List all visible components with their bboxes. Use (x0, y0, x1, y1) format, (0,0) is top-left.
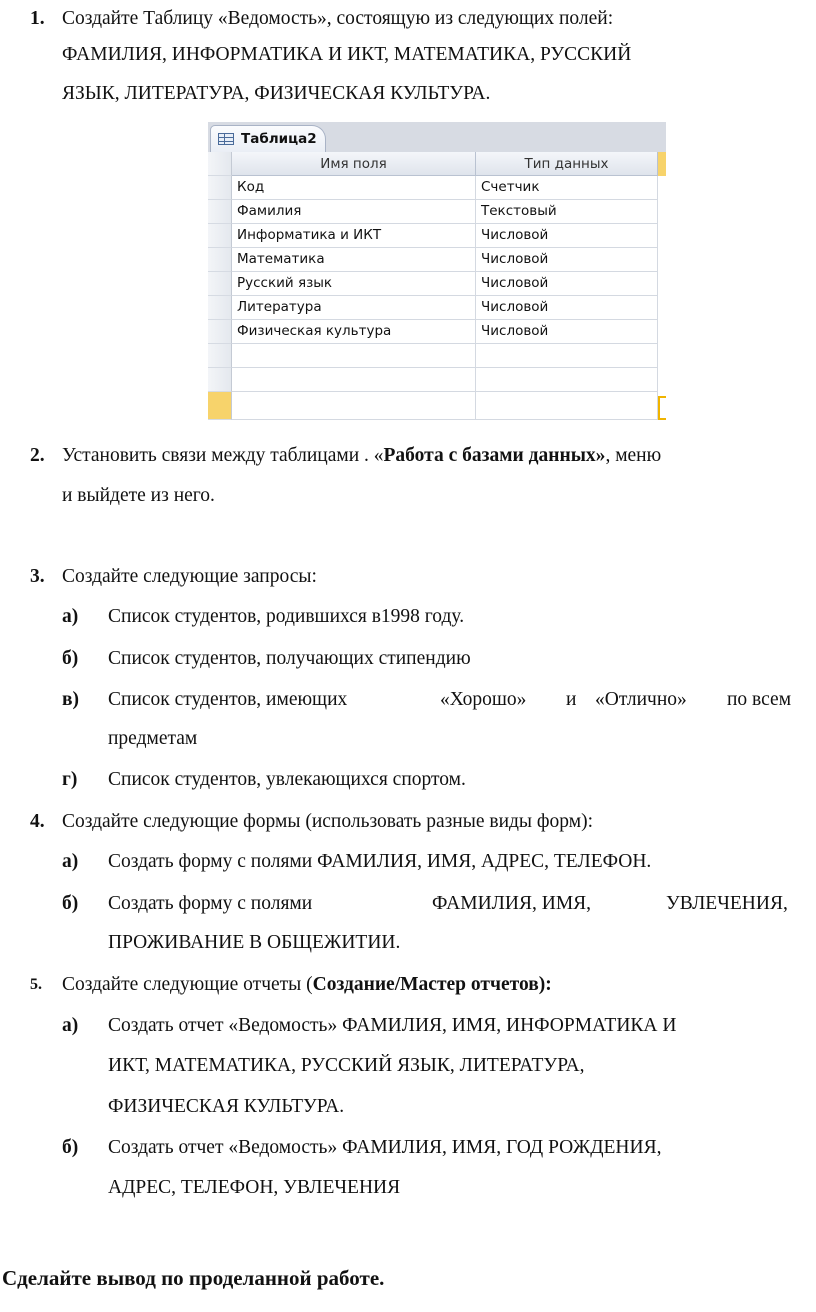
task-text: ЯЗЫК, ЛИТЕРАТУРА, ФИЗИЧЕСКАЯ КУЛЬТУРА. (62, 83, 491, 104)
row-selector[interactable] (208, 200, 232, 224)
menu-path-bold: Работа с базами данных» (383, 445, 606, 466)
task-title (62, 972, 552, 998)
item-text: по всем (727, 689, 792, 710)
row-selector[interactable] (208, 296, 232, 320)
row-selector[interactable] (208, 248, 232, 272)
row-selector[interactable] (208, 344, 232, 368)
tab-table2[interactable] (210, 125, 326, 152)
data-type-cell[interactable] (476, 392, 658, 420)
task-number: 5. (30, 976, 42, 993)
item-letter: а) (62, 606, 79, 627)
item-text: Создать форму с полями (108, 893, 313, 914)
item-text: ФИЗИЧЕСКАЯ КУЛЬТУРА. (108, 1096, 345, 1117)
task-number: 1. (30, 8, 45, 29)
item-text: Список студентов, имеющих (108, 689, 348, 710)
table-icon (218, 133, 234, 145)
task-text-part: ): (538, 974, 552, 995)
item-letter: б) (62, 648, 79, 669)
item-text: ИКТ, МАТЕМАТИКА, РУССКИЙ ЯЗЫК, ЛИТЕРАТУРА, (108, 1055, 585, 1076)
item-text: предметам (108, 728, 198, 749)
menu-path-bold: Создание/Мастер отчетов (312, 974, 539, 995)
field-name-cell[interactable] (232, 392, 476, 420)
item-letter: а) (62, 1015, 79, 1036)
task-number: 3. (30, 566, 45, 587)
data-type-cell[interactable]: Счетчик (476, 176, 658, 200)
field-name-cell[interactable]: Фамилия (232, 200, 476, 224)
item-text: Список студентов, увлекающихся спортом. (108, 769, 466, 790)
item-text: и (566, 689, 577, 710)
data-type-cell[interactable] (476, 344, 658, 368)
item-text: УВЛЕЧЕНИЯ, (666, 893, 788, 914)
data-type-cell[interactable]: Числовой (476, 296, 658, 320)
conclusion-heading: Сделайте вывод по проделанной работе. (2, 1266, 385, 1290)
item-text: Список студентов, получающих стипендию (108, 648, 471, 669)
item-text: Создать форму с полями ФАМИЛИЯ, ИМЯ, АДРЕС, ТЕЛЕФОН. (108, 851, 652, 872)
item-text: ПРОЖИВАНИЕ В ОБЩЕЖИТИИ. (108, 932, 401, 953)
task-text-part: Установить связи между таблицами . « (62, 445, 384, 466)
item-text: «Хорошо» (440, 689, 527, 710)
task-text: и выйдете из него. (62, 485, 215, 506)
task-text: ФАМИЛИЯ, ИНФОРМАТИКА И ИКТ, МАТЕМАТИКА, РУССКИЙ (62, 44, 632, 65)
item-text: «Отлично» (595, 689, 687, 710)
tab-label: Таблица2 (241, 131, 317, 147)
field-name-cell[interactable] (232, 368, 476, 392)
row-selector[interactable] (208, 272, 232, 296)
data-type-cell[interactable]: Числовой (476, 320, 658, 344)
task-text-part: , меню (605, 445, 662, 466)
item-letter: г) (62, 769, 78, 790)
row-selector[interactable] (208, 224, 232, 248)
field-name-cell[interactable]: Информатика и ИКТ (232, 224, 476, 248)
row-selector[interactable] (208, 368, 232, 392)
task-text-part: Создайте следующие отчеты ( (62, 974, 313, 995)
task-text: Создайте Таблицу «Ведомость», состоящую из следующих полей: (62, 8, 614, 29)
task-title: Создайте следующие формы (использовать разные виды форм): (62, 811, 594, 832)
description-column-edge (658, 152, 666, 426)
row-selector-current[interactable] (208, 392, 232, 420)
item-letter: в) (62, 689, 80, 710)
field-name-cell[interactable]: Литература (232, 296, 476, 320)
item-letter: а) (62, 851, 79, 872)
item-text: Создать отчет «Ведомость» ФАМИЛИЯ, ИМЯ, ГОД РОЖДЕНИЯ, (108, 1137, 662, 1158)
item-letter: б) (62, 1137, 79, 1158)
column-header-field-name[interactable]: Имя поля (232, 152, 476, 176)
row-selector[interactable] (208, 176, 232, 200)
data-type-cell[interactable]: Числовой (476, 224, 658, 248)
data-type-cell[interactable]: Текстовый (476, 200, 658, 224)
field-name-cell[interactable]: Математика (232, 248, 476, 272)
item-text: ФАМИЛИЯ, ИМЯ, (432, 893, 592, 914)
data-type-cell[interactable]: Числовой (476, 248, 658, 272)
task-title: Создайте следующие запросы: (62, 566, 317, 587)
current-cell-outline (658, 396, 666, 420)
item-letter: б) (62, 893, 79, 914)
column-header-data-type[interactable]: Тип данных (476, 152, 658, 176)
field-grid (208, 152, 666, 426)
select-all-corner[interactable] (208, 152, 232, 176)
access-table-design-view (208, 122, 666, 426)
field-name-cell[interactable] (232, 344, 476, 368)
description-header-edge (658, 152, 666, 176)
task-number: 4. (30, 811, 45, 832)
field-name-cell[interactable]: Физическая культура (232, 320, 476, 344)
data-type-cell[interactable]: Числовой (476, 272, 658, 296)
item-text: АДРЕС, ТЕЛЕФОН, УВЛЕЧЕНИЯ (108, 1177, 401, 1198)
field-name-cell[interactable]: Русский язык (232, 272, 476, 296)
task-text (62, 443, 661, 469)
task-number: 2. (30, 445, 45, 466)
item-text: Список студентов, родившихся в1998 году. (108, 606, 465, 627)
item-text: Создать отчет «Ведомость» ФАМИЛИЯ, ИМЯ, ИНФОРМАТИКА И (108, 1015, 677, 1036)
row-selector[interactable] (208, 320, 232, 344)
field-name-cell[interactable]: Код (232, 176, 476, 200)
tab-bar (208, 122, 666, 152)
data-type-cell[interactable] (476, 368, 658, 392)
